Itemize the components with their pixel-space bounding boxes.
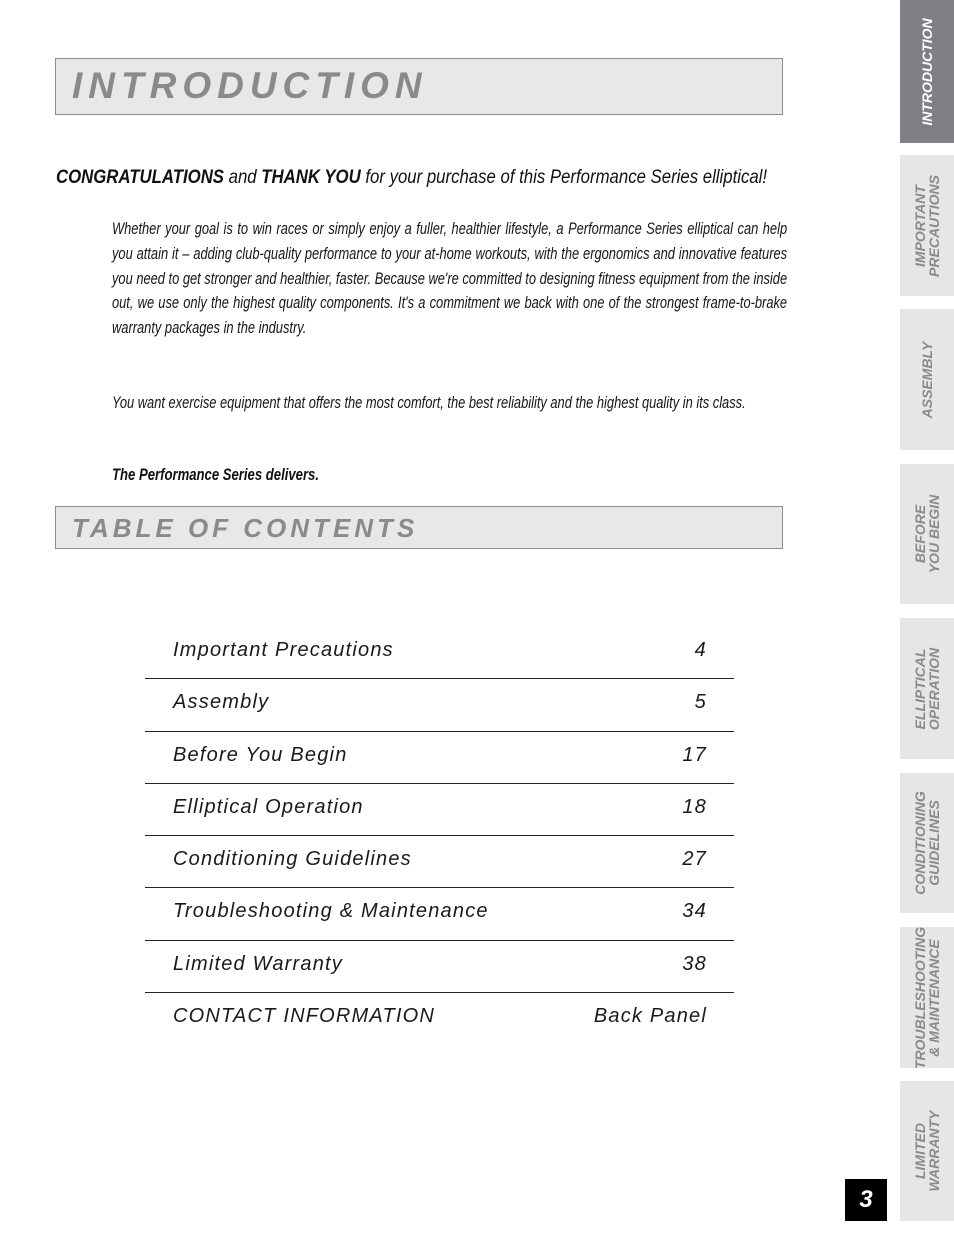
toc-entry-page: 27 — [682, 848, 707, 871]
toc-entry-limited-warranty[interactable] — [145, 941, 734, 993]
toc-header — [55, 506, 783, 549]
toc-entry-assembly[interactable] — [145, 679, 734, 731]
side-tab-line2: PRECAUTIONS — [926, 174, 942, 277]
side-tab-before-you-begin[interactable] — [900, 464, 954, 604]
side-tab-conditioning-guidelines[interactable] — [900, 773, 954, 913]
toc-entry-label: Troubleshooting & Maintenance — [173, 900, 489, 923]
side-tab-introduction[interactable] — [900, 0, 954, 143]
congrats-and: and — [223, 166, 262, 188]
introduction-title: INTRODUCTION — [72, 65, 428, 106]
toc-title: TABLE OF CONTENTS — [72, 513, 419, 543]
side-tab-label — [913, 175, 941, 277]
side-tab-label — [913, 926, 941, 1068]
toc-entry-important-precautions[interactable] — [145, 627, 734, 679]
side-tab-line2: OPERATION — [926, 647, 942, 730]
congrats-rest: for your purchase of this Performance Series elliptical! — [360, 166, 768, 188]
toc-entry-label: Important Precautions — [173, 639, 394, 661]
thank-you-word: THANK YOU — [261, 166, 361, 188]
side-tab-important-precautions[interactable] — [900, 155, 954, 296]
toc-entry-conditioning-guidelines[interactable] — [145, 836, 734, 888]
toc-entry-page: 34 — [682, 900, 707, 923]
toc-entry-page: 4 — [694, 639, 707, 661]
side-tab-line2: YOU BEGIN — [926, 494, 942, 574]
intro-paragraph-1: Whether your goal is to win races or simply enjoy a fuller, healthier lifestyle, a Performance Series elliptical can help you attain it – adding club-quality performance to your at-home workouts, with the ergonomics and innovative features you need to get stronger and healthier, faster. Because we're committed to designing fitness equipment from the inside out, we use only the highest quality components. It's a commitment we back with one of the strongest frame-to-brake warranty packages in the industry. — [112, 220, 788, 338]
page-number: 3 — [845, 1179, 887, 1221]
side-tab-label — [920, 341, 934, 418]
side-tab-line2: & MAINTENANCE — [926, 938, 942, 1057]
toc-entry-label: Elliptical Operation — [173, 795, 364, 818]
toc-entry-page: 5 — [694, 691, 707, 714]
toc-entry-page: 18 — [682, 795, 707, 818]
toc-entry-contact-information[interactable] — [145, 993, 734, 1045]
toc-entry-before-you-begin[interactable] — [145, 732, 734, 784]
congrats-word: CONGRATULATIONS — [56, 166, 224, 188]
side-tab-assembly[interactable] — [900, 309, 954, 450]
side-tab-line1: INTRODUCTION — [919, 17, 935, 126]
introduction-header — [55, 58, 783, 115]
side-tab-label — [913, 1111, 941, 1192]
toc-entry-label: Limited Warranty — [173, 952, 343, 975]
side-tab-line1: ASSEMBLY — [919, 341, 935, 418]
table-of-contents — [145, 627, 734, 1045]
intro-tagline: The Performance Series delivers. — [112, 466, 319, 484]
side-tab-label — [913, 647, 941, 729]
congratulations-line — [56, 166, 768, 189]
side-tab-line1: ELLIPTICAL — [912, 648, 928, 729]
side-tab-line1: LIMITED — [912, 1123, 928, 1180]
side-tab-limited-warranty[interactable] — [900, 1081, 954, 1221]
side-tab-troubleshooting-maintenance[interactable] — [900, 927, 954, 1068]
toc-entry-page: 17 — [682, 743, 707, 766]
toc-entry-page: Back Panel — [593, 1005, 707, 1028]
toc-entry-label: Assembly — [173, 691, 270, 714]
side-tab-line1: CONDITIONING — [912, 791, 928, 895]
side-tab-label — [913, 791, 941, 894]
side-tab-line2: GUIDELINES — [926, 800, 942, 886]
toc-entry-elliptical-operation[interactable] — [145, 784, 734, 836]
side-tab-line2: WARRANTY — [926, 1110, 942, 1192]
side-tab-line1: TROUBLESHOOTING — [912, 926, 928, 1069]
side-tab-line1: BEFORE — [912, 504, 928, 564]
toc-entry-label: CONTACT INFORMATION — [173, 1005, 436, 1028]
side-tab-elliptical-operation[interactable] — [900, 618, 954, 759]
toc-entry-troubleshooting[interactable] — [145, 888, 734, 940]
toc-entry-label: Conditioning Guidelines — [173, 848, 412, 871]
intro-paragraph-2: You want exercise equipment that offers the most comfort, the best reliability and the highest quality in its class. — [112, 394, 746, 412]
side-tab-label — [913, 495, 941, 574]
toc-entry-page: 38 — [682, 952, 707, 975]
toc-entry-label: Before You Begin — [173, 743, 348, 766]
side-tab-line1: IMPORTANT — [912, 184, 928, 267]
side-tab-label — [920, 18, 934, 125]
